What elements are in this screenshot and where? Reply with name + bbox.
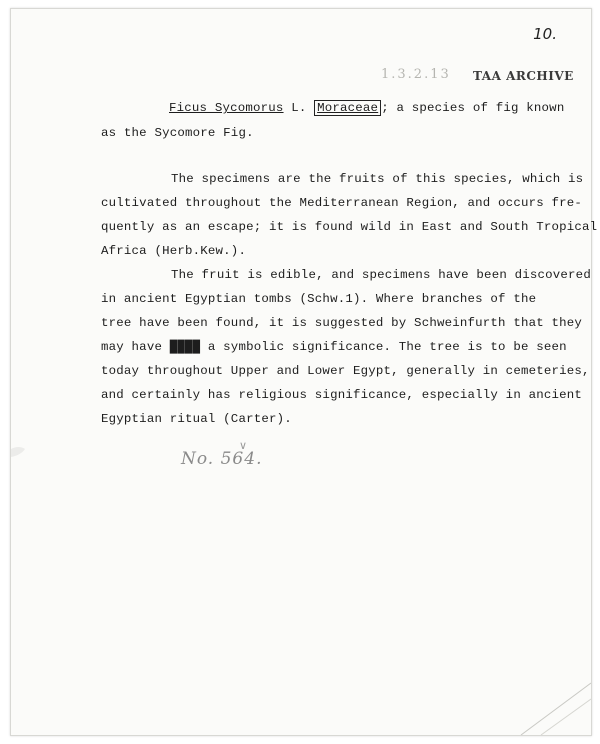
paper-tear-icon [11, 439, 41, 469]
para1-line: The specimens are the fruits of this species, which is [171, 172, 584, 186]
archive-stamp: TAA ARCHIVE [473, 69, 574, 83]
species-author: L. [291, 101, 307, 115]
heading-line-1 [169, 101, 564, 115]
para2-line: tree have been found, it is suggested by Schweinfurth that they [101, 316, 583, 330]
paper-crease-icon [501, 675, 591, 735]
check-mark-icon: ∨ [239, 439, 248, 452]
page-number: 10. [533, 25, 557, 43]
para2-line: may have ████ a symbolic significance. The tree is to be seen [101, 340, 567, 354]
family-name: Moraceae [317, 101, 379, 115]
para2-line: and certainly has religious significance, especially in ancient [101, 388, 583, 402]
para1-line: cultivated throughout the Mediterranean Region, and occurs fre- [101, 196, 583, 210]
para1-line: quently as an escape; it is found wild in East and South Tropical [101, 220, 598, 234]
family-box [314, 100, 381, 116]
heading-line-2: as the Sycomore Fig. [101, 126, 254, 140]
handwritten-note: No. 564. [181, 449, 263, 469]
document-page [10, 8, 598, 736]
para2-line: Egyptian ritual (Carter). [101, 412, 292, 426]
species-name: Ficus Sycomorus [169, 101, 284, 115]
heading-rest: ; a species of fig known [381, 101, 565, 115]
para2-line: today throughout Upper and Lower Egypt, generally in cemeteries, [101, 364, 590, 378]
para1-line: Africa (Herb.Kew.). [101, 244, 247, 258]
para2-line: in ancient Egyptian tombs (Schw.1). Where branches of the [101, 292, 537, 306]
para2-line: The fruit is edible, and specimens have been discovered [171, 268, 591, 282]
faint-stamp: 1.3.2.13 [381, 67, 451, 82]
